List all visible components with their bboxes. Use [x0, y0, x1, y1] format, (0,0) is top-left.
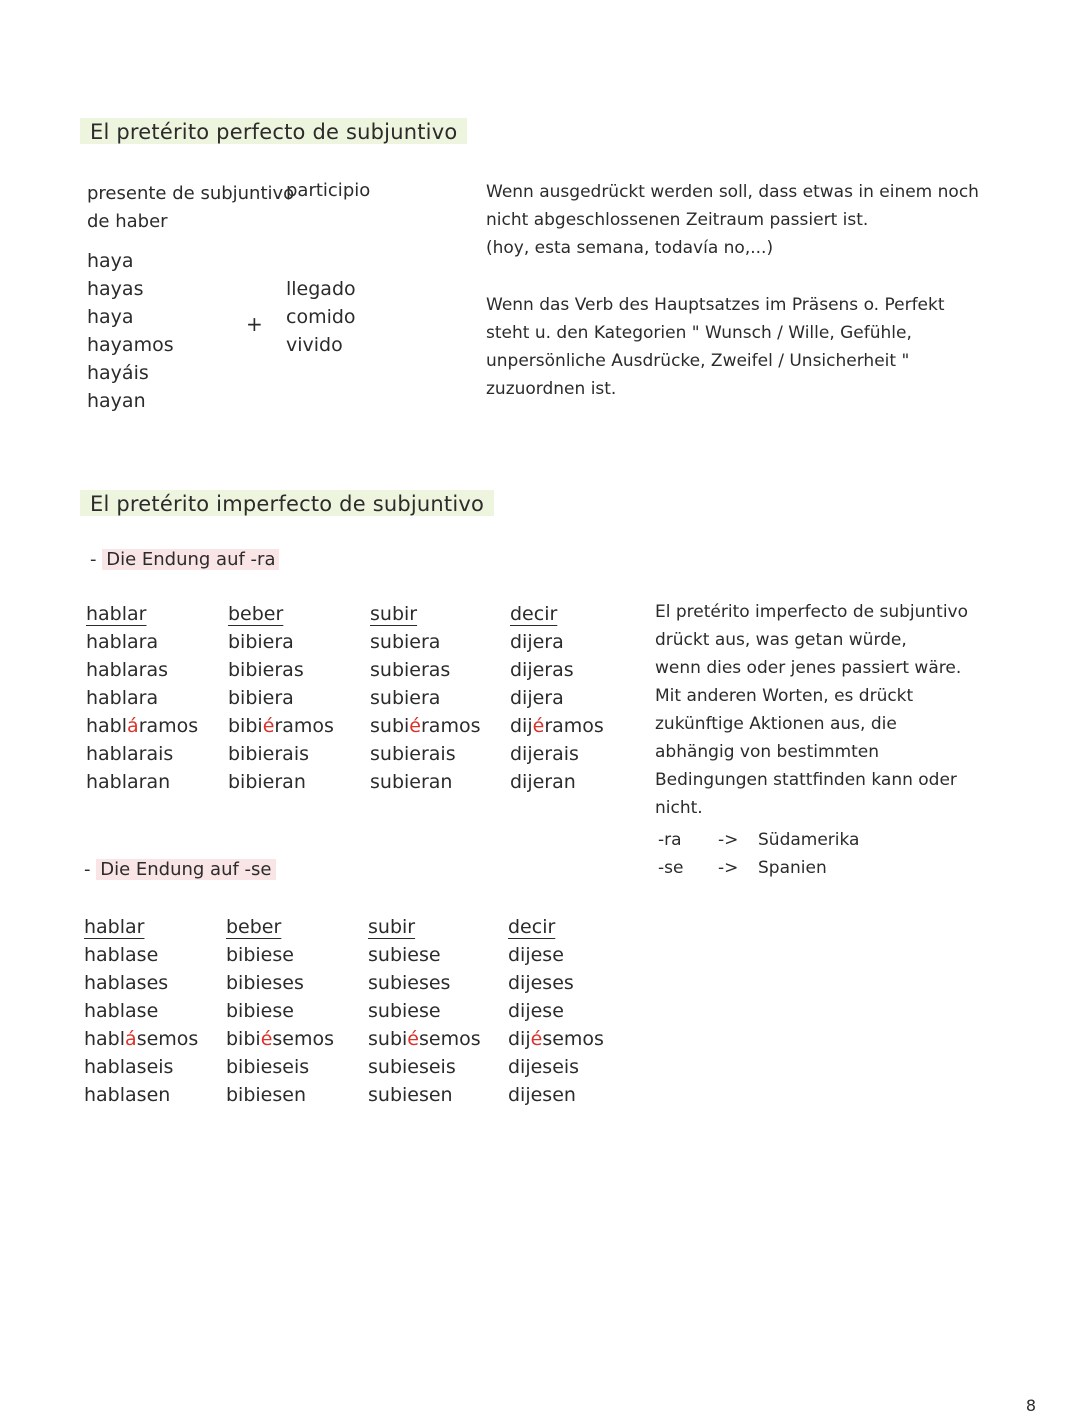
form-part: hablase [84, 1000, 159, 1022]
verb-column [84, 913, 198, 1109]
explanation-line: El pretérito imperfecto de subjuntivo [655, 602, 969, 622]
form-part: subi [368, 1028, 408, 1050]
verb-form [226, 941, 334, 969]
accent-letter: á [127, 715, 139, 737]
form-part: dij [510, 715, 533, 737]
form-part: bibieran [228, 771, 306, 793]
form-part: ramos [274, 715, 334, 737]
form-part: bibiera [228, 631, 294, 653]
verb-form [84, 997, 198, 1025]
explanation-line: Bedingungen stattfinden kann oder [655, 770, 957, 790]
verb-head: decir [510, 603, 558, 625]
form-part: bibieras [228, 659, 304, 681]
verb-form [226, 997, 334, 1025]
label-presente-haber: presente de subjuntivo de haber [87, 183, 295, 232]
verb-form [86, 684, 198, 712]
explanation-line: nicht. [655, 798, 703, 818]
verb-form [86, 712, 198, 740]
form-part: semos [542, 1028, 604, 1050]
verb-form [508, 1081, 604, 1109]
form-part: subi [370, 715, 410, 737]
note-line: nicht abgeschlossenen Zeitraum passiert ist. [486, 210, 869, 230]
verb-form [510, 740, 604, 768]
form-part: hablaseis [84, 1056, 174, 1078]
verb-form [84, 941, 198, 969]
explanation-line: Mit anderen Worten, es drückt [655, 686, 914, 706]
form-part: hablases [84, 972, 169, 994]
form-part: hablaras [86, 659, 169, 681]
verb-form [228, 684, 334, 712]
verb-head: hablar [84, 916, 145, 938]
verb-form [510, 656, 604, 684]
form-part: ramos [138, 715, 199, 737]
verb-form [368, 1053, 481, 1081]
form-part: subiera [370, 631, 441, 653]
note-line: steht u. den Kategorien " Wunsch / Wille, Gefühle, [486, 323, 912, 343]
note-line: Wenn das Verb des Hauptsatzes im Präsens o. Perfekt [486, 295, 945, 315]
ending-se-label: - Die Endung auf -se [84, 859, 276, 880]
label-participio: participio [286, 180, 371, 201]
form-part: subiera [370, 687, 441, 709]
haber-form: hayáis [87, 362, 149, 384]
verb-form [508, 1053, 604, 1081]
form-part: dijera [510, 631, 564, 653]
form-part: subieras [370, 659, 451, 681]
note-line: zuzuordnen ist. [486, 379, 617, 399]
verb-form [510, 684, 604, 712]
verb-form [84, 1025, 198, 1053]
arrow-icon: -> [718, 830, 739, 850]
explanation-line: abhängig von bestimmten [655, 742, 880, 762]
form-part: hablase [84, 944, 159, 966]
verb-column [370, 600, 480, 796]
note-usage [486, 178, 979, 262]
form-part: dijesen [508, 1084, 576, 1106]
region-list [658, 826, 859, 882]
form-part: semos [136, 1028, 199, 1050]
haber-forms-list [87, 247, 174, 415]
verb-column [86, 600, 198, 796]
accent-letter: á [125, 1028, 137, 1050]
ending-ra-label: - Die Endung auf -ra [90, 549, 279, 570]
verb-form [368, 997, 481, 1025]
form-part: bibieses [226, 972, 304, 994]
verb-head: hablar [86, 603, 147, 625]
verb-form [84, 969, 198, 997]
form-part: subiesen [368, 1084, 453, 1106]
verb-form [508, 941, 604, 969]
verb-column [510, 600, 604, 796]
form-part: dijeses [508, 972, 574, 994]
verb-form [228, 656, 334, 684]
verb-form [510, 768, 604, 796]
verb-form [510, 712, 604, 740]
verb-form [508, 969, 604, 997]
plus-sign: + [246, 312, 263, 336]
note-conditions [486, 291, 945, 403]
form-part: subieran [370, 771, 453, 793]
participle-form: comido [286, 306, 356, 328]
verb-form [84, 1081, 198, 1109]
accent-letter: é [530, 1028, 543, 1050]
note-line: (hoy, esta semana, todavía no,...) [486, 238, 774, 258]
verb-column [228, 600, 334, 796]
explanation-line: drückt aus, was getan würde, [655, 630, 907, 650]
region-name: Spanien [758, 858, 827, 878]
verb-form [368, 1025, 481, 1053]
region-ending: -ra [658, 830, 682, 850]
verb-form [370, 740, 480, 768]
form-part: bibierais [228, 743, 310, 765]
form-part: semos [272, 1028, 335, 1050]
form-part: bibiesen [226, 1084, 306, 1106]
verb-form [370, 656, 480, 684]
verb-form [86, 768, 198, 796]
accent-letter: é [262, 715, 275, 737]
form-part: bibieseis [226, 1056, 310, 1078]
note-line: unpersönliche Ausdrücke, Zweifel / Unsicherheit " [486, 351, 910, 371]
accent-letter: é [407, 1028, 419, 1050]
region-row [658, 854, 859, 882]
verb-form [226, 1053, 334, 1081]
form-part: dijera [510, 687, 564, 709]
form-part: bibiera [228, 687, 294, 709]
verb-form [226, 1025, 334, 1053]
verb-form [368, 941, 481, 969]
form-part: subieses [368, 972, 451, 994]
form-part: subiese [368, 944, 441, 966]
participle-list [286, 275, 356, 359]
verb-head: subir [370, 603, 418, 625]
verb-form [370, 712, 480, 740]
haber-form: haya [87, 306, 134, 328]
section-title-perfecto: El pretérito perfecto de subjuntivo [80, 120, 467, 144]
verb-form [370, 684, 480, 712]
form-part: hablasen [84, 1084, 171, 1106]
verb-column [226, 913, 334, 1109]
region-ending: -se [658, 858, 684, 878]
form-part: hablara [86, 631, 159, 653]
haber-form: hayan [87, 390, 146, 412]
arrow-icon: -> [718, 858, 739, 878]
verb-form [86, 740, 198, 768]
verb-form [368, 1081, 481, 1109]
form-part: semos [418, 1028, 481, 1050]
verb-head: beber [226, 916, 282, 938]
haber-form: haya [87, 250, 134, 272]
region-row [658, 826, 859, 854]
haber-form: hayamos [87, 334, 174, 356]
accent-letter: é [260, 1028, 273, 1050]
form-part: dijese [508, 944, 564, 966]
haber-form: hayas [87, 278, 144, 300]
verb-head: subir [368, 916, 416, 938]
form-part: bibi [226, 1028, 261, 1050]
participle-form: llegado [286, 278, 356, 300]
se-conjugation-table [84, 913, 644, 1123]
form-part: hablarais [86, 743, 174, 765]
verb-head: decir [508, 916, 556, 938]
verb-form [228, 768, 334, 796]
form-part: dijese [508, 1000, 564, 1022]
form-part: bibiese [226, 1000, 294, 1022]
verb-form [86, 656, 198, 684]
participle-form: vivido [286, 334, 343, 356]
form-part: subiese [368, 1000, 441, 1022]
form-part: hablara [86, 687, 159, 709]
form-part: bibi [228, 715, 263, 737]
form-part: dijeras [510, 659, 574, 681]
verb-form [84, 1053, 198, 1081]
form-part: hablaran [86, 771, 171, 793]
verb-form [510, 628, 604, 656]
verb-form [228, 712, 334, 740]
form-part: dijerais [510, 743, 579, 765]
verb-form [368, 969, 481, 997]
explanation-line: zukünftige Aktionen aus, die [655, 714, 897, 734]
note-line: Wenn ausgedrückt werden soll, dass etwas in einem noch [486, 182, 979, 202]
verb-form [86, 628, 198, 656]
form-part: bibiese [226, 944, 294, 966]
verb-column [368, 913, 481, 1109]
verb-form [508, 997, 604, 1025]
accent-letter: é [532, 715, 545, 737]
form-part: ramos [544, 715, 604, 737]
form-part: subierais [370, 743, 456, 765]
verb-form [508, 1025, 604, 1053]
verb-form [228, 740, 334, 768]
form-part: subieseis [368, 1056, 456, 1078]
verb-column [508, 913, 604, 1109]
ra-conjugation-table [86, 600, 646, 810]
region-name: Südamerika [758, 830, 860, 850]
form-part: habl [86, 715, 128, 737]
verb-form [226, 969, 334, 997]
form-part: dijeran [510, 771, 576, 793]
explanation-line: wenn dies oder jenes passiert wäre. [655, 658, 962, 678]
page-number: 8 [1025, 1396, 1036, 1415]
verb-form [226, 1081, 334, 1109]
form-part: habl [84, 1028, 126, 1050]
verb-head: beber [228, 603, 284, 625]
accent-letter: é [409, 715, 421, 737]
form-part: ramos [420, 715, 481, 737]
section-title-imperfecto: El pretérito imperfecto de subjuntivo [80, 492, 494, 516]
verb-form [370, 768, 480, 796]
form-part: dijeseis [508, 1056, 580, 1078]
verb-form [370, 628, 480, 656]
form-part: dij [508, 1028, 531, 1050]
explanation-text [655, 598, 968, 822]
verb-form [228, 628, 334, 656]
